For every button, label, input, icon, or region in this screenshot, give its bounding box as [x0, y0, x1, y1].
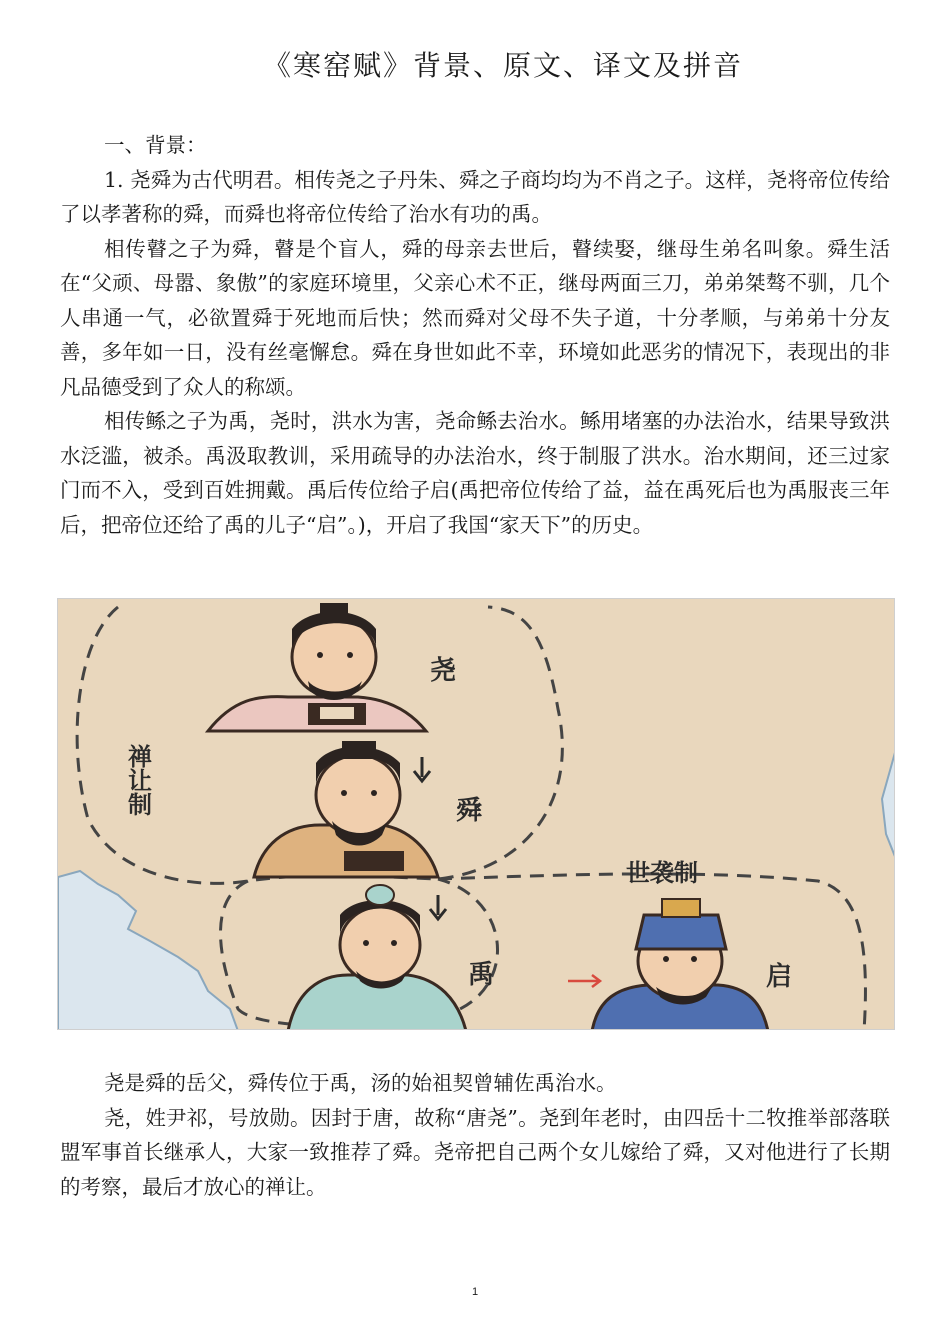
after-figure-section	[60, 1066, 890, 1204]
label-yao: 尧	[430, 656, 457, 686]
paragraph: 尧是舜的岳父，舜传位于禹，汤的始祖契曾辅佐禹治水。	[104, 1071, 617, 1095]
label-shanrang-2: 让	[128, 767, 152, 795]
paragraph: 相传瞽之子为舜，瞽是个盲人，舜的母亲去世后，瞽续娶，继母生弟名叫象。舜生活在“父顽、母嚣、象傲”的家庭环境里，父亲心术不正，继母两面三刀，弟弟桀骜不驯，几个人串通一气，必欲置舜于死地而后快；然而舜对父母不失子道，十分孝顺，与弟弟十分友善，多年如一日，没有丝毫懈怠。舜在身世如此不幸，环境如此恶劣的情况下，表现出的非凡品德受到了众人的称颂。	[60, 236, 890, 399]
label-shanrang-1: 禅	[128, 743, 152, 771]
section-heading: 一、背景：	[104, 133, 207, 157]
label-qi: 启	[766, 962, 793, 992]
page-number: 1	[471, 1286, 479, 1298]
succession-illustration	[57, 598, 895, 1030]
paragraph: 相传鲧之子为禹，尧时，洪水为害，尧命鲧去治水。鲧用堵塞的办法治水，结果导致洪水泛滥，被杀。禹汲取教训，采用疏导的办法治水，终于制服了洪水。治水期间，还三过家门而不入，受到百姓拥戴。禹后传位给子启(禹把帝位传给了益，益在禹死后也为禹服丧三年后，把帝位还给了禹的儿子“启”。)，开启了我国“家天下”的历史。	[60, 409, 890, 537]
background-section	[60, 128, 890, 542]
label-yu: 禹	[468, 960, 495, 990]
paragraph: 1. 尧舜为古代明君。相传尧之子丹朱、舜之子商均均为不肖之子。这样，尧将帝位传给了以孝著称的舜，而舜也将帝位传给了治水有功的禹。	[60, 167, 890, 226]
label-shixi: 世袭制	[626, 859, 698, 887]
paragraph: 尧，姓尹祁，号放勋。因封于唐，故称“唐尧”。尧到年老时，由四岳十二牧推举部落联盟军事首长继承人，大家一致推荐了舜。尧帝把自己两个女儿嫁给了舜，又对他进行了长期的考察，最后才放心的禅让。	[60, 1105, 890, 1199]
label-shanrang-3: 制	[128, 791, 152, 819]
page-title: 《寒窑赋》背景、原文、译文及拼音	[262, 49, 743, 82]
label-shun: 舜	[456, 796, 483, 826]
